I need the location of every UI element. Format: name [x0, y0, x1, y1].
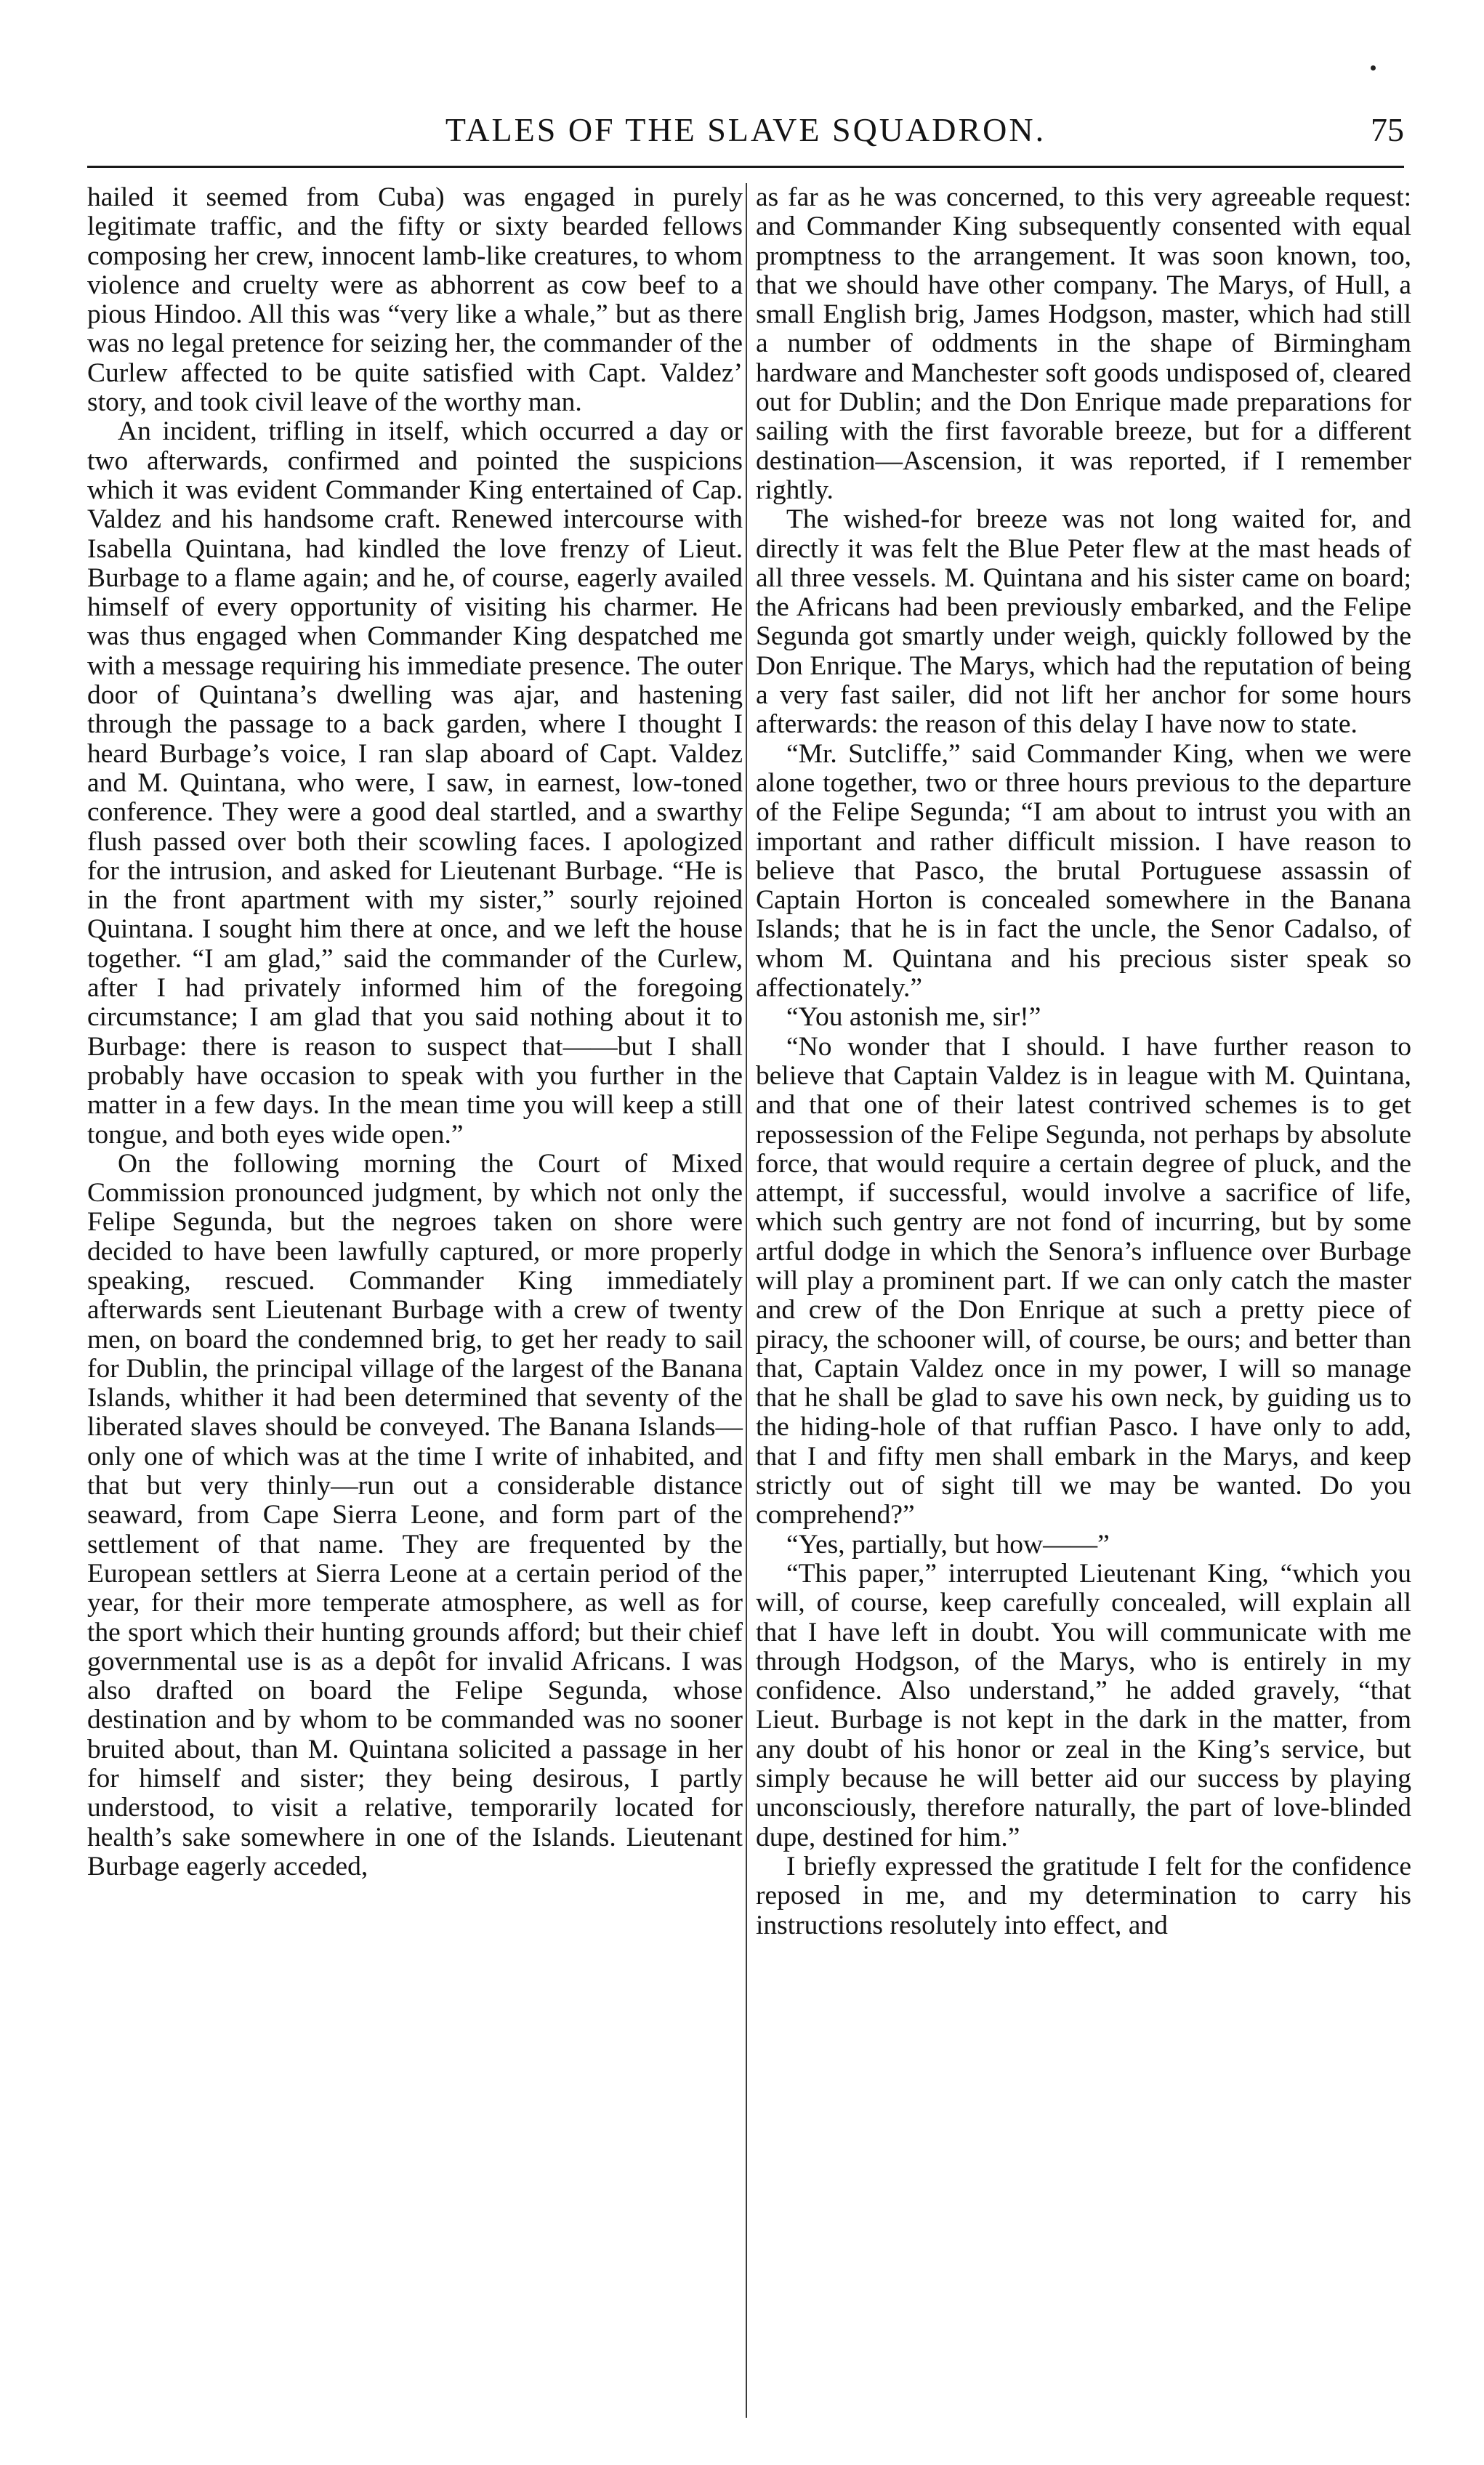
left-paragraph-1: hailed it seemed from Cuba) was engaged in purely legitimate traffic, and the fifty or sixty bearded fellows composing her crew, innocent lamb-like creatures, to whom violence and cruelty were as abhorrent as cow beef to a pious Hindoo. All this was “very like a whale,” but as there was no legal pretence for seizing her, the commander of the Curlew affected to be quite satisfied with Capt. Valdez’ story, and took civil leave of the worthy man.: [87, 182, 743, 418]
right-paragraph-4: “You astonish me, sir!”: [786, 1002, 1041, 1033]
ink-speck: [1371, 65, 1376, 70]
right-paragraph-6: “Yes, partially, but how——”: [786, 1529, 1110, 1560]
running-header: [87, 110, 1404, 169]
header-rule: [87, 166, 1404, 168]
running-title: TALES OF THE SLAVE SQUADRON.: [445, 111, 1047, 148]
left-column: [87, 183, 743, 1881]
page-number: 75: [1371, 111, 1404, 148]
right-paragraph-2: The wished-for breeze was not long waited for, and directly it was felt the Blue Peter flew at the mast heads of all three vessels. M. Quintana and his sister came on board; the Africans had been previously embarked, and the Felipe Segunda got smartly under weigh, quickly followed by the Don Enrique. The Marys, which had the reputation of being a very fast sailer, did not lift her anchor for some hours afterwards: the reason of this delay I have now to state.: [756, 504, 1411, 740]
right-paragraph-3: “Mr. Sutcliffe,” said Commander King, when we were alone together, two or three hours previous to the departure of the Felipe Segunda; “I am about to intrust you with an important and rather difficult mission. I have reason to believe that Pasco, the brutal Portuguese assassin of Captain Horton is concealed somewhere in the Banana Islands; that he is in fact the uncle, the Senor Cadalso, of whom M. Quintana and his precious sister speak so affectionately.”: [756, 738, 1411, 1004]
right-column: [756, 183, 1411, 1940]
right-paragraph-1: as far as he was concerned, to this very agreeable request: and Commander King subsequently consented with equal promptness to the arrangement. It was soon known, too, that we should have other company. The Marys, of Hull, a small English brig, James Hodgson, master, which had still a number of oddments in the shape of Birmingham hardware and Manchester soft goods undisposed of, cleared out for Dublin; and the Don Enrique made preparations for sailing with the first favorable breeze, but for a different destination—Ascension, it was reported, if I remember rightly.: [756, 182, 1411, 505]
right-paragraph-7: “This paper,” interrupted Lieutenant King, “which you will, of course, keep carefully concealed, will explain all that I have left in doubt. You will communicate with me through Hodgson, of the Marys, who is entirely in my confidence. Also understand,” he added gravely, “that Lieut. Burbage is not kept in the dark in the matter, from any doubt of his honor or zeal in the King’s service, but simply because he will better aid our success by playing unconsciously, therefore naturally, the part of love-blinded dupe, destined for him.”: [756, 1558, 1411, 1852]
right-paragraph-8: I briefly expressed the gratitude I felt for the confidence reposed in me, and my determination to carry his instructions resolutely into effect, and: [756, 1851, 1411, 1940]
left-paragraph-3: On the following morning the Court of Mixed Commission pronounced judgment, by which not only the Felipe Segunda, but the negroes taken on shore were decided to have been lawfully captured, or more properly speaking, rescued. Commander King immediately afterwards sent Lieutenant Burbage with a crew of twenty men, on board the condemned brig, to get her ready to sail for Dublin, the principal village of the largest of the Banana Islands, whither it had been determined that seventy of the liberated slaves should be conveyed. The Banana Islands—only one of which was at the time I write of inhabited, and that but very thinly—run out a considerable distance seaward, from Cape Sierra Leone, and form part of the settlement of that name. They are frequented by the European settlers at Sierra Leone at a certain period of the year, for their more temperate atmosphere, as well as for the sport which their hunting grounds afford; but their chief governmental use is as a depôt for invalid Africans. I was also drafted on board the Felipe Segunda, whose destination and by whom to be commanded was no sooner bruited about, than M. Quintana solicited a passage in her for himself and sister; they being desirous, I partly understood, to visit a relative, temporarily located for health’s sake somewhere in one of the Islands. Lieutenant Burbage eagerly acceded,: [87, 1148, 743, 1881]
left-paragraph-2: An incident, trifling in itself, which occurred a day or two afterwards, confirmed and pointed the suspicions which it was evident Commander King entertained of Cap. Valdez and his handsome craft. Renewed intercourse with Isabella Quintana, had kindled the love frenzy of Lieut. Burbage to a flame again; and he, of course, eagerly availed himself of every opportunity of visiting his charmer. He was thus engaged when Commander King despatched me with a message requiring his immediate presence. The outer door of Quintana’s dwelling was ajar, and hastening through the passage to a back garden, where I thought I heard Burbage’s voice, I ran slap aboard of Capt. Valdez and M. Quintana, who were, I saw, in earnest, low-toned conference. They were a good deal startled, and a swarthy flush passed over both their scowling faces. I apologized for the intrusion, and asked for Lieutenant Burbage. “He is in the front apartment with my sister,” sourly rejoined Quintana. I sought him there at once, and we left the house together. “I am glad,” said the commander of the Curlew, after I had privately informed him of the foregoing circumstance; I am glad that you said nothing about it to Burbage: there is reason to suspect that——but I shall probably have occasion to speak with you further in the matter in a few days. In the mean time you will keep a still tongue, and both eyes wide open.”: [87, 416, 743, 1150]
right-paragraph-5: “No wonder that I should. I have further reason to believe that Captain Valdez is in league with M. Quintana, and that one of their latest contrived schemes is to get repossession of the Felipe Segunda, not perhaps by absolute force, that would require a certain degree of pluck, and the attempt, if successful, would involve a sacrifice of life, which such gentry are not fond of incurring, but by some artful dodge in which the Senora’s influence over Burbage will play a prominent part. If we can only catch the master and crew of the Don Enrique at such a pretty piece of piracy, the schooner will, of course, be ours; and better than that, Captain Valdez once in my power, I will so manage that he shall be glad to save his own neck, by guiding us to the hiding-hole of that ruffian Pasco. I have only to add, that I and fifty men shall embark in the Marys, and keep strictly out of sight till we may be wanted. Do you comprehend?”: [756, 1031, 1411, 1530]
column-divider: [746, 183, 747, 2418]
